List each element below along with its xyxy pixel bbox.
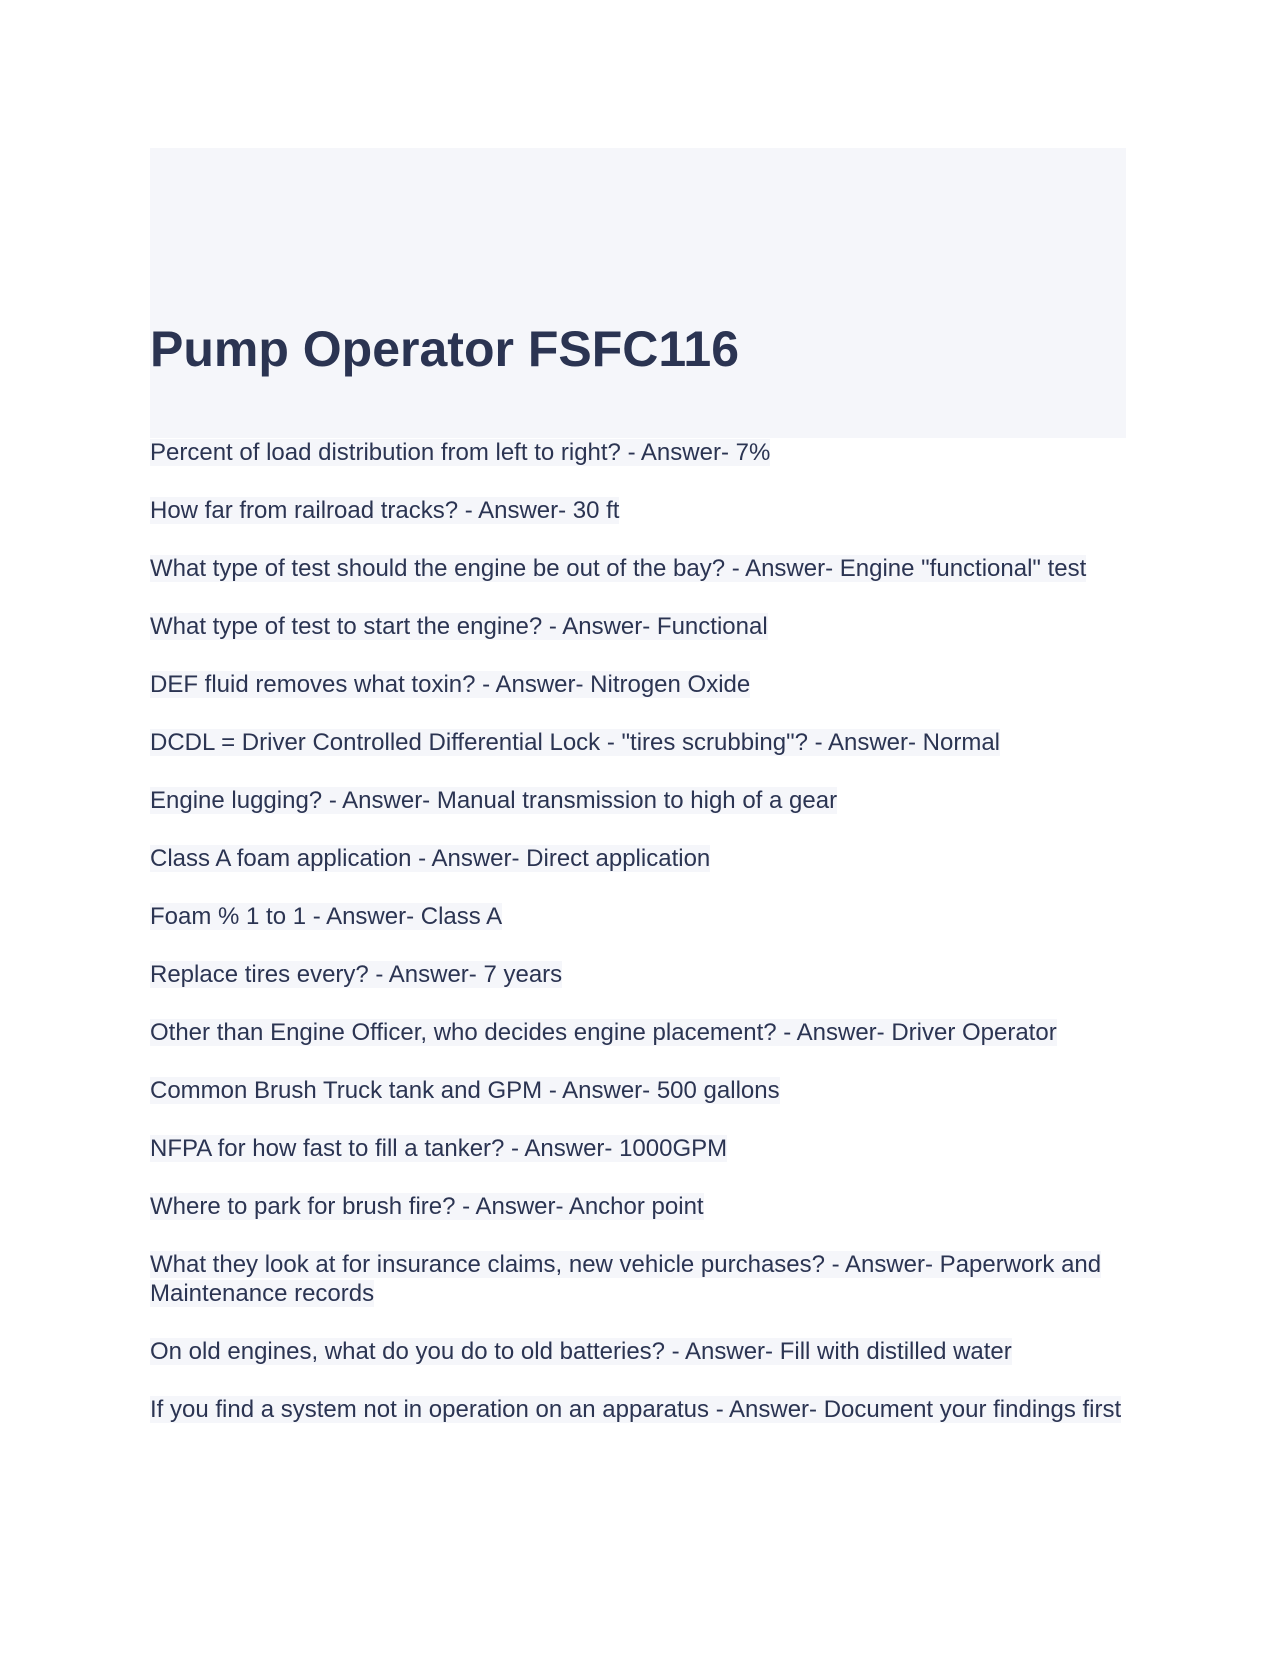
qa-text: Common Brush Truck tank and GPM - Answer- 500 gallons xyxy=(150,1077,780,1104)
qa-item xyxy=(150,1192,1126,1221)
qa-text: What they look at for insurance claims, new vehicle purchases? - Answer- Paperwork and Maintenance records xyxy=(150,1251,1102,1307)
qa-text: Where to park for brush fire? - Answer- Anchor point xyxy=(150,1193,704,1220)
qa-item xyxy=(150,1018,1126,1047)
qa-item xyxy=(150,728,1126,757)
qa-item xyxy=(150,554,1126,583)
qa-item xyxy=(150,1337,1126,1366)
qa-text: Engine lugging? - Answer- Manual transmission to high of a gear xyxy=(150,787,838,814)
qa-text: On old engines, what do you do to old batteries? - Answer- Fill with distilled water xyxy=(150,1338,1012,1365)
qa-text: What type of test to start the engine? - Answer- Functional xyxy=(150,613,768,640)
qa-text: What type of test should the engine be out of the bay? - Answer- Engine "functional" test xyxy=(150,555,1087,582)
qa-text: Class A foam application - Answer- Direct application xyxy=(150,845,711,872)
document-title: Pump Operator FSFC116 xyxy=(150,321,740,377)
qa-list xyxy=(150,438,1126,1424)
qa-text: How far from railroad tracks? - Answer- 30 ft xyxy=(150,497,620,524)
qa-item xyxy=(150,1076,1126,1105)
qa-item xyxy=(150,612,1126,641)
qa-text: If you find a system not in operation on an apparatus - Answer- Document your findings first xyxy=(150,1396,1122,1423)
qa-item xyxy=(150,844,1126,873)
document-page xyxy=(150,148,1126,1453)
qa-text: DCDL = Driver Controlled Differential Lock - "tires scrubbing"? - Answer- Normal xyxy=(150,729,1000,756)
title-block xyxy=(150,148,1126,438)
qa-item xyxy=(150,1250,1126,1308)
qa-item xyxy=(150,960,1126,989)
qa-item xyxy=(150,496,1126,525)
qa-item xyxy=(150,1134,1126,1163)
qa-item xyxy=(150,670,1126,699)
qa-item xyxy=(150,1395,1126,1424)
qa-text: DEF fluid removes what toxin? - Answer- Nitrogen Oxide xyxy=(150,671,751,698)
qa-text: Replace tires every? - Answer- 7 years xyxy=(150,961,563,988)
qa-text: Percent of load distribution from left to right? - Answer- 7% xyxy=(150,439,771,466)
qa-item xyxy=(150,902,1126,931)
qa-item xyxy=(150,786,1126,815)
qa-text: NFPA for how fast to fill a tanker? - Answer- 1000GPM xyxy=(150,1135,728,1162)
qa-text: Other than Engine Officer, who decides engine placement? - Answer- Driver Operator xyxy=(150,1019,1057,1046)
qa-text: Foam % 1 to 1 - Answer- Class A xyxy=(150,903,503,930)
qa-item xyxy=(150,438,1126,467)
